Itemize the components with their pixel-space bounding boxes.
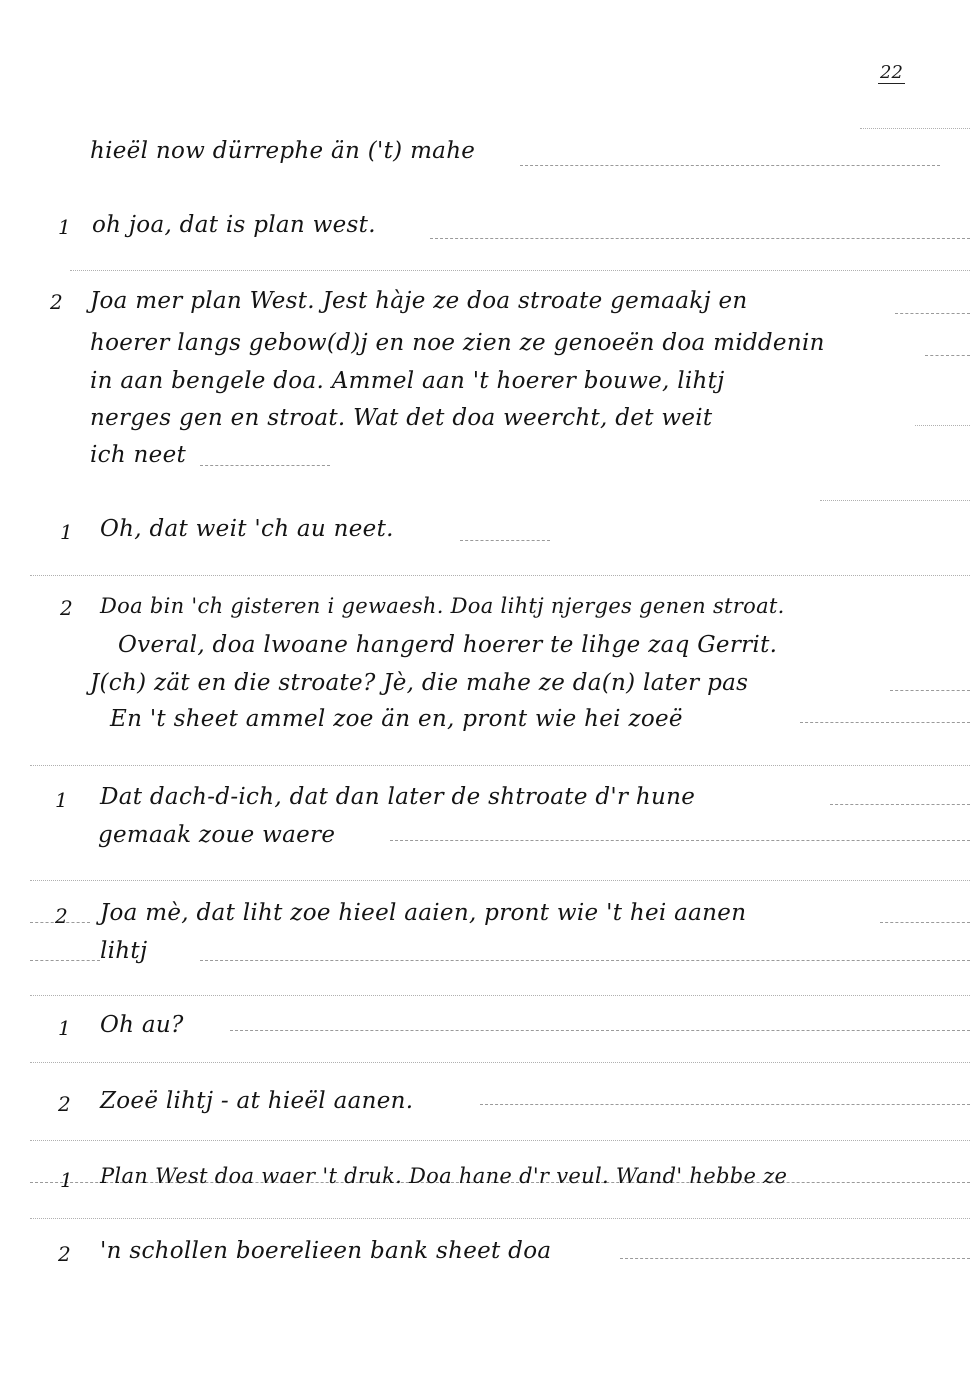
ruled-line xyxy=(880,922,970,923)
speaker-number: 1 xyxy=(58,215,71,239)
transcript-line: oh joa, dat is plan west. xyxy=(92,212,376,238)
ruled-line xyxy=(230,1030,970,1031)
transcript-line: gemaak zoue waere xyxy=(98,822,336,848)
transcript-line: lihtj xyxy=(100,938,148,964)
ruled-line xyxy=(30,1062,970,1063)
transcript-line: J(ch) zät en die stroate? Jè, die mahe ze da(n) later pas xyxy=(90,670,749,696)
ruled-line xyxy=(430,238,970,239)
transcript-line: Overal, doa lwoane hangerd hoerer te lihge zaq Gerrit. xyxy=(118,632,778,658)
transcript-line: Zoeë lihtj - at hieël aanen. xyxy=(100,1088,414,1114)
speaker-number: 2 xyxy=(58,1242,71,1266)
ruled-line xyxy=(30,960,100,961)
speaker-number: 2 xyxy=(58,1092,71,1116)
transcript-line: 'n schollen boerelieen bank sheet doa xyxy=(100,1238,552,1264)
transcript-line: hieël now dürrephe än ('t) mahe xyxy=(90,138,476,164)
transcript-line: Oh, dat weit 'ch au neet. xyxy=(100,516,394,542)
ruled-line xyxy=(925,355,970,356)
ruled-line xyxy=(820,500,970,501)
transcript-line: Doa bin 'ch gisteren i gewaesh. Doa lihtj njerges genen stroat. xyxy=(100,594,785,618)
speaker-number: 2 xyxy=(50,290,63,314)
ruled-line xyxy=(890,690,970,691)
transcript-line: Joa mè, dat liht zoe hieel aaien, pront wie 't hei aanen xyxy=(100,900,747,926)
speaker-number: 2 xyxy=(55,904,68,928)
ruled-line xyxy=(70,270,970,271)
speaker-number: 1 xyxy=(58,1016,71,1040)
transcript-line: Oh au? xyxy=(100,1012,184,1038)
ruled-line xyxy=(460,540,550,541)
ruled-line xyxy=(30,880,970,881)
ruled-line xyxy=(30,765,970,766)
transcript-line: in aan bengele doa. Ammel aan 't hoerer bouwe, lihtj xyxy=(90,368,725,394)
ruled-line xyxy=(620,1258,970,1259)
ruled-line xyxy=(200,465,330,466)
speaker-number: 1 xyxy=(60,520,73,544)
ruled-line xyxy=(200,960,970,961)
ruled-line xyxy=(520,165,940,166)
ruled-line xyxy=(860,128,970,129)
ruled-line xyxy=(800,722,970,723)
transcript-line: ich neet xyxy=(90,442,187,468)
transcript-line: hoerer langs gebow(d)j en noe zien ze genoeën doa middenin xyxy=(90,330,825,356)
ruled-line xyxy=(830,804,970,805)
ruled-line xyxy=(480,1104,970,1105)
transcript-line: nerges gen en stroat. Wat det doa weercht, det weit xyxy=(90,405,713,431)
transcript-line: Joa mer plan West. Jest hàje ze doa stroate gemaakj en xyxy=(90,288,748,314)
ruled-line xyxy=(30,1140,970,1141)
speaker-number: 1 xyxy=(55,788,68,812)
ruled-line xyxy=(30,995,970,996)
ruled-line xyxy=(390,840,970,841)
ruled-line xyxy=(30,1218,970,1219)
ruled-line xyxy=(30,575,970,576)
transcript-line: En 't sheet ammel zoe än en, pront wie hei zoeë xyxy=(110,706,683,732)
speaker-number: 2 xyxy=(60,596,73,620)
transcript-line: Plan West doa waer 't druk. Doa hane d'r veul. Wand' hebbe ze xyxy=(100,1164,788,1188)
ruled-line xyxy=(915,425,970,426)
speaker-number: 1 xyxy=(60,1168,73,1192)
page-number: 22 xyxy=(880,62,903,83)
transcript-line: Dat dach-d-ich, dat dan later de shtroate d'r hune xyxy=(100,784,696,810)
ruled-line xyxy=(895,313,970,314)
